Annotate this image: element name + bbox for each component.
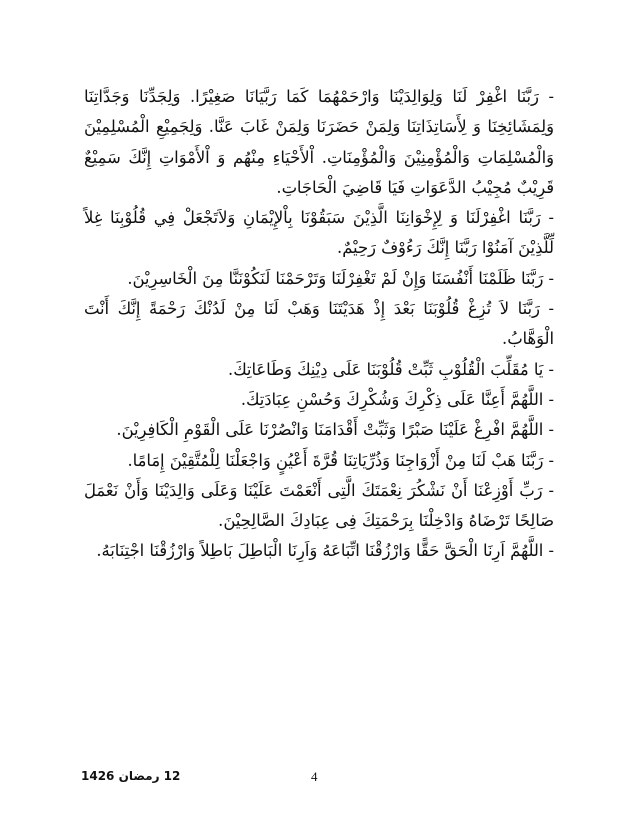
- page-number: 4: [311, 769, 318, 784]
- prayer-paragraph-7: - اللَّهُمَّ افْرِغْ عَلَيْنَا صَبْرًا وَثَبِّتْ أَقْدَامَنَا وَانْصُرْنَا عَلَى الْقَوْمِ الْكَافِرِيْنَ.: [116, 420, 554, 440]
- prayer-paragraph-1: - رَبَّنَا اغْفِرْ لَنَا وَلِوَالِدَيْنَا وَارْحَمْهُمَا كَمَا رَبَّيَانَا صَغِيْرًا. وَلِجَدِّنَا وَجَدَّاتِنَا وَلِمَشَائِخِنَا وَ لِأَسَاتِذَاتِنَا وَلِمَنْ حَضَرَنَا وَلِمَنْ غَابَ عَنَّا. وَلِجَمِيْعِ الْمُسْلِمِيْنَ وَالْمُسْلِمَاتِ وَالْمُؤْمِنِيْنَ وَالْمُؤْمِنَاتِ. اْلأَحْيَاءِ مِنْهُم وَ اْلأَمْوَاتِ إِنَّكَ سَمِيْعٌ قَرِيْبٌ مُجِيْبُ الدَّعَوَاتِ فَيَا قَاضِيَ الْحَاجَاتِ.: [84, 87, 554, 197]
- page-footer: [0, 769, 638, 789]
- prayer-paragraph-2: - رَبَّنَا اغْفِرْلَنَا وَ لِإِخْوَانِنَا الَّذِيْنَ سَبَقُوْنَا بِاْلإِيْمَانِ وَلاَتَجْعَلْ فِي قُلُوْبِنَا غِلاً لِّلَّذِيْنَ آمَنُوْا رَبَّنَا إِنَّكَ رَءُوْفٌ رَحِيْمٌ.: [84, 208, 554, 258]
- prayer-text-block: [84, 82, 554, 567]
- footer-date: 12 رمضان 1426: [81, 769, 181, 783]
- prayer-paragraph-4: - رَبَّنَا لاَ تُزِغْ قُلُوْبَنَا بَعْدَ إِذْ هَدَيْتَنَا وَهَبْ لَنَا مِنْ لَدُنْكَ رَحْمَةً إِنَّكَ أَنْتَ الْوَهَّابُ.: [84, 299, 554, 349]
- prayer-paragraph-3: - رَبَّنَا ظَلَمْنَا أَنْفُسَنَا وَإِنْ لَمْ تَغْفِرْلَنَا وَتَرْحَمْنَا لَنَكُوْنَنَّا مِنَ الْخَاسِرِيْنَ.: [127, 268, 554, 288]
- prayer-paragraph-10: - اللَّهُمَّ اَرِنَا الْحَقَّ حَقًّا وَارْزُقْنَا اتِّبَاعَهُ وَاَرِنَا الْبَاطِلَ بَاطِلاً وَارْزُقْنَا اجْتِنَابَهُ.: [96, 541, 554, 561]
- prayer-paragraph-5: - يَا مُقَلِّبَ الْقُلُوْبِ ثَبِّتْ قُلُوْبَنَا عَلَى دِيْنِكَ وَطَاعَاتِكَ.: [228, 359, 554, 379]
- prayer-paragraph-9: - رَبِّ أَوْزِعْنَا أَنْ نَشْكُرَ نِعْمَتَكَ الَّتِى أَنْعَمْتَ عَلَيْنَا وَعَلَى وَالِدَيْنَا وَأَنْ نَعْمَلَ صَالِحًا تَرْضَاهُ وَادْخِلْنَا بِرَحْمَتِكَ فِى عِبَادِكَ الصَّالِحِيْنَ.: [84, 480, 554, 531]
- prayer-paragraph-8: - رَبَّنَا هَبْ لَنَا مِنْ أَزْوَاجِنَا وَذُرِّيَاتِنَا قُرَّةَ أَعْيُنٍ وَاجْعَلْنَا لِلْمُتَّقِيْنَ إِمَامًا.: [127, 450, 554, 470]
- prayer-paragraph-6: - اللَّهُمَّ أَعِنَّا عَلَى ذِكْرِكَ وَشُكْرِكَ وَحُسْنِ عِبَادَتِكَ.: [240, 389, 554, 409]
